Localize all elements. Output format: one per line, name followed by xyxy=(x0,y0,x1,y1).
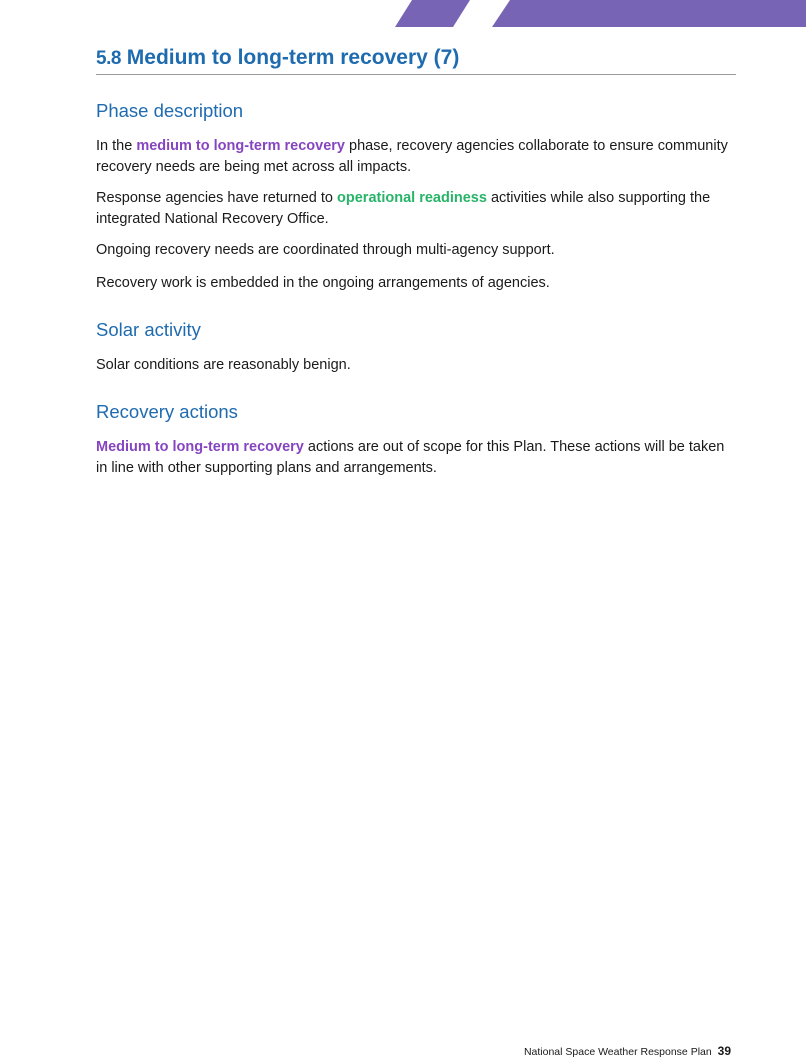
phase-description-paragraph-4: Recovery work is embedded in the ongoing arrangements of agencies. xyxy=(96,275,550,291)
solar-activity-paragraph: Solar conditions are reasonably benign. xyxy=(96,357,351,373)
banner-stripe-right xyxy=(492,0,806,27)
section-heading xyxy=(96,46,459,70)
p1-text-pre: In the xyxy=(96,138,137,154)
section-number: 5.8 xyxy=(96,48,121,69)
p1-text-post: phase, recovery agencies collaborate to ensure community recovery needs are being met across all impacts. xyxy=(96,138,728,175)
p2-text-post: activities while also supporting the integrated National Recovery Office. xyxy=(96,190,711,227)
header-banner-decoration xyxy=(0,0,806,30)
phase-description-paragraph-3: Ongoing recovery needs are coordinated through multi-agency support. xyxy=(96,242,555,258)
recovery-actions-text: actions are out of scope for this Plan. These actions will be taken in line with other supporting plans and arrangements. xyxy=(96,439,725,476)
highlight-medium-long-term-recovery: medium to long-term recovery xyxy=(136,138,345,154)
phase-description-paragraph-2 xyxy=(96,188,736,230)
p2-text-pre: Response agencies have returned to xyxy=(96,190,338,206)
solar-activity-heading: Solar activity xyxy=(96,319,201,340)
highlight-medium-long-term-recovery: Medium to long-term recovery xyxy=(96,439,304,455)
footer-document-title: National Space Weather Response Plan xyxy=(523,1046,712,1058)
recovery-actions-paragraph xyxy=(96,437,736,479)
heading-divider xyxy=(96,74,736,75)
recovery-actions-heading: Recovery actions xyxy=(96,401,238,422)
section-title: Medium to long-term recovery (7) xyxy=(126,46,460,69)
banner-stripe-left xyxy=(395,0,470,27)
phase-description-paragraph-1 xyxy=(96,136,736,178)
page-footer xyxy=(524,1044,731,1058)
phase-description-heading: Phase description xyxy=(96,100,244,121)
footer-page-number: 39 xyxy=(717,1044,731,1058)
highlight-operational-readiness: operational readiness xyxy=(337,190,487,206)
